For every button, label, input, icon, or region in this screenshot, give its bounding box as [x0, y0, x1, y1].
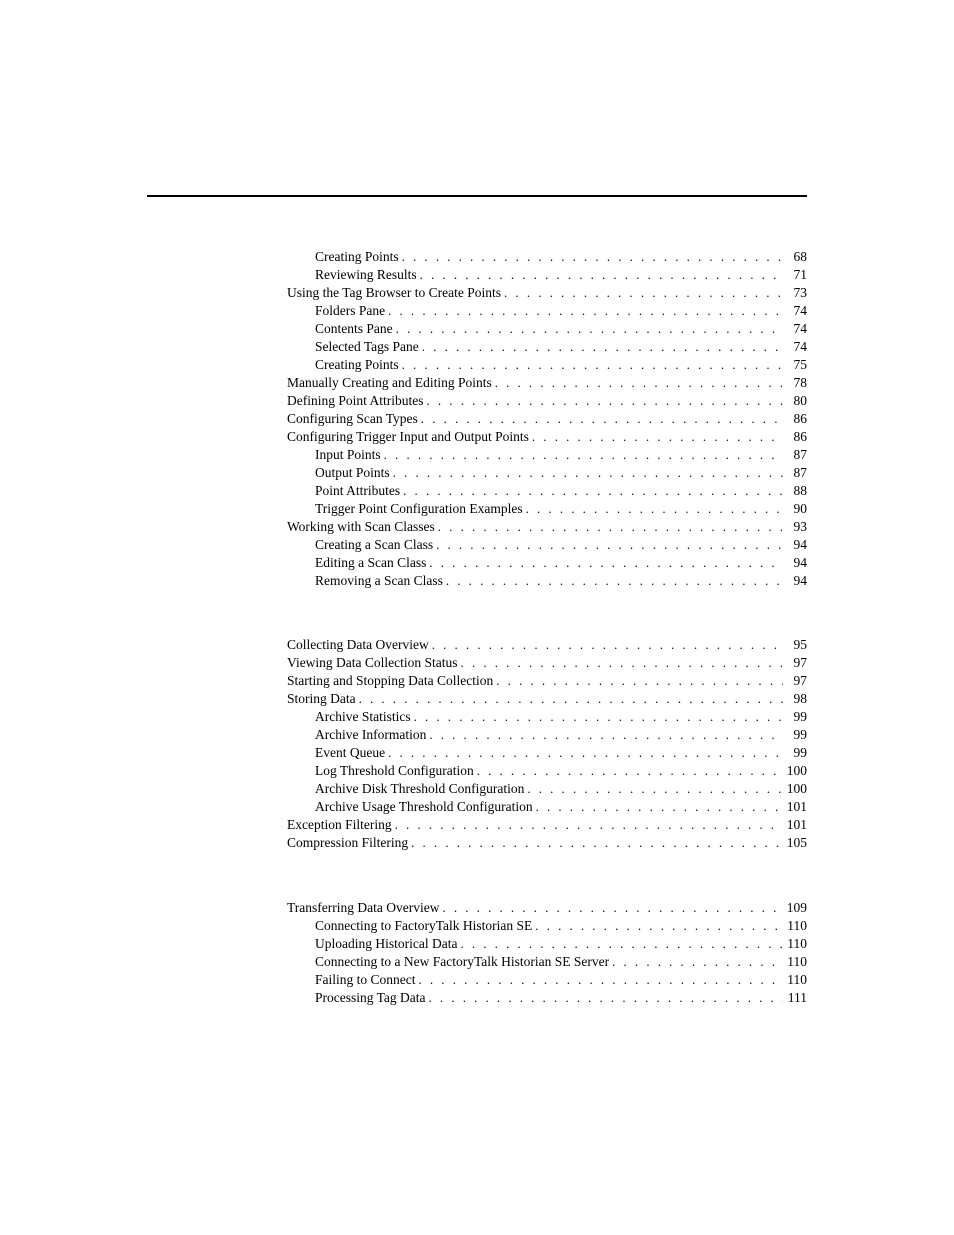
- toc-entry-title: Configuring Scan Types: [287, 411, 418, 426]
- toc-entry[interactable]: [287, 518, 807, 536]
- toc-entry-title: Processing Tag Data: [315, 990, 426, 1005]
- toc-entry-title: Removing a Scan Class: [315, 573, 443, 588]
- toc-section-1: [287, 248, 807, 590]
- toc-entry-title: Defining Point Attributes: [287, 393, 424, 408]
- toc-page-number: 74: [793, 321, 807, 336]
- toc-entry-title: Using the Tag Browser to Create Points: [287, 285, 502, 300]
- dot-leader: [429, 554, 783, 572]
- dot-leader: [612, 953, 783, 971]
- toc-entry-title: Trigger Point Configuration Examples: [315, 501, 523, 516]
- toc-entry-title: Event Queue: [315, 745, 386, 760]
- toc-entry[interactable]: [287, 320, 807, 338]
- dot-leader: [504, 284, 783, 302]
- dot-leader: [420, 266, 783, 284]
- toc-entry-title: Archive Statistics: [315, 709, 411, 724]
- toc-page-number: 75: [793, 357, 807, 372]
- toc-page-number: 86: [793, 411, 807, 426]
- toc-entry[interactable]: [287, 690, 807, 708]
- toc-entry[interactable]: [287, 798, 807, 816]
- toc-page-number: 95: [793, 637, 807, 652]
- dot-leader: [403, 482, 783, 500]
- toc-entry-title: Transferring Data Overview: [287, 900, 440, 915]
- toc-page-number: 86: [793, 429, 807, 444]
- dot-leader: [422, 338, 783, 356]
- toc-page-number: 109: [786, 900, 807, 915]
- toc-entry[interactable]: [287, 636, 807, 654]
- toc-entry[interactable]: [287, 410, 807, 428]
- dot-leader: [496, 672, 783, 690]
- dot-leader: [396, 320, 783, 338]
- toc-entry[interactable]: [287, 446, 807, 464]
- dot-leader: [419, 971, 784, 989]
- dot-leader: [402, 248, 783, 266]
- toc-page-number: 99: [793, 745, 807, 760]
- toc-page-number: 110: [787, 918, 807, 933]
- toc-page-number: 101: [786, 817, 807, 832]
- dot-leader: [442, 899, 782, 917]
- toc-entry[interactable]: [287, 780, 807, 798]
- dot-leader: [402, 356, 783, 374]
- toc-entry[interactable]: [287, 338, 807, 356]
- toc-entry[interactable]: [287, 953, 807, 971]
- toc-entry-title: Compression Filtering: [287, 835, 409, 850]
- dot-leader: [421, 410, 783, 428]
- toc-entry[interactable]: [287, 935, 807, 953]
- toc-entry[interactable]: [287, 834, 807, 852]
- dot-leader: [395, 816, 783, 834]
- toc-entry[interactable]: [287, 762, 807, 780]
- toc-entry[interactable]: [287, 536, 807, 554]
- toc-entry[interactable]: [287, 899, 807, 917]
- toc-entry[interactable]: [287, 392, 807, 410]
- toc-page-number: 94: [793, 573, 807, 588]
- toc-entry[interactable]: [287, 917, 807, 935]
- dot-leader: [461, 654, 783, 672]
- toc-entry[interactable]: [287, 482, 807, 500]
- toc-entry[interactable]: [287, 356, 807, 374]
- toc-page-number: 80: [793, 393, 807, 408]
- toc-entry-title: Contents Pane: [315, 321, 393, 336]
- toc-entry[interactable]: [287, 572, 807, 590]
- toc-entry[interactable]: [287, 554, 807, 572]
- toc-page-number: 74: [793, 303, 807, 318]
- dot-leader: [477, 762, 783, 780]
- toc-entry-title: Working with Scan Classes: [287, 519, 435, 534]
- toc-entry-title: Output Points: [315, 465, 390, 480]
- toc-page-number: 99: [793, 727, 807, 742]
- toc-entry-title: Collecting Data Overview: [287, 637, 429, 652]
- dot-leader: [414, 708, 783, 726]
- toc-section-3: [287, 899, 807, 1007]
- toc-entry[interactable]: [287, 816, 807, 834]
- toc-page-number: 78: [793, 375, 807, 390]
- dot-leader: [532, 428, 783, 446]
- dot-leader: [388, 744, 783, 762]
- toc-page-number: 101: [786, 799, 807, 814]
- toc-page-number: 99: [793, 709, 807, 724]
- toc-entry[interactable]: [287, 744, 807, 762]
- toc-entry[interactable]: [287, 266, 807, 284]
- toc-entry[interactable]: [287, 726, 807, 744]
- dot-leader: [436, 536, 783, 554]
- toc-page-number: 90: [793, 501, 807, 516]
- toc-page-number: 93: [793, 519, 807, 534]
- dot-leader: [536, 798, 783, 816]
- dot-leader: [535, 917, 783, 935]
- toc-page-number: 110: [787, 936, 807, 951]
- toc-entry-title: Folders Pane: [315, 303, 386, 318]
- toc-entry-title: Exception Filtering: [287, 817, 392, 832]
- toc-page-number: 87: [793, 447, 807, 462]
- toc-page-number: 97: [793, 673, 807, 688]
- toc-entry[interactable]: [287, 989, 807, 1007]
- toc-entry-title: Creating a Scan Class: [315, 537, 434, 552]
- toc-page-number: 110: [787, 972, 807, 987]
- toc-entry[interactable]: [287, 428, 807, 446]
- toc-entry-title: Archive Disk Threshold Configuration: [315, 781, 525, 796]
- toc-page-number: 98: [793, 691, 807, 706]
- toc-page-number: 94: [793, 555, 807, 570]
- toc-entry-title: Viewing Data Collection Status: [287, 655, 458, 670]
- toc-entry-title: Creating Points: [315, 357, 399, 372]
- toc-entry-title: Storing Data: [287, 691, 356, 706]
- dot-leader: [527, 780, 782, 798]
- toc-entry[interactable]: [287, 708, 807, 726]
- toc-entry-title: Selected Tags Pane: [315, 339, 419, 354]
- toc-page-number: 73: [793, 285, 807, 300]
- toc-page-number: 97: [793, 655, 807, 670]
- dot-leader: [526, 500, 783, 518]
- toc-page-number: 94: [793, 537, 807, 552]
- dot-leader: [384, 446, 783, 464]
- toc-entry-title: Manually Creating and Editing Points: [287, 375, 492, 390]
- dot-leader: [438, 518, 783, 536]
- toc-entry-title: Log Threshold Configuration: [315, 763, 474, 778]
- toc-page-number: 71: [793, 267, 807, 282]
- toc-section-2: [287, 636, 807, 852]
- dot-leader: [432, 636, 783, 654]
- toc-entry[interactable]: [287, 464, 807, 482]
- toc-page-number: 105: [786, 835, 807, 850]
- toc-entry[interactable]: [287, 374, 807, 392]
- toc-entry-title: Failing to Connect: [315, 972, 416, 987]
- toc-entry-title: Uploading Historical Data: [315, 936, 458, 951]
- toc-page-number: 88: [793, 483, 807, 498]
- toc-entry[interactable]: [287, 248, 807, 266]
- dot-leader: [393, 464, 783, 482]
- toc-entry-title: Connecting to FactoryTalk Historian SE: [315, 918, 533, 933]
- toc-page-number: 68: [793, 249, 807, 264]
- toc-entry-title: Input Points: [315, 447, 381, 462]
- toc-page-number: 110: [787, 954, 807, 969]
- toc-entry-title: Creating Points: [315, 249, 399, 264]
- toc-entry-title: Reviewing Results: [315, 267, 417, 282]
- toc-entry-title: Point Attributes: [315, 483, 401, 498]
- dot-leader: [359, 690, 783, 708]
- toc-entry-title: Connecting to a New FactoryTalk Historian SE Server: [315, 954, 610, 969]
- toc-entry[interactable]: [287, 654, 807, 672]
- toc-entry[interactable]: [287, 284, 807, 302]
- toc-page-number: 74: [793, 339, 807, 354]
- toc-page-number: 87: [793, 465, 807, 480]
- toc-entry[interactable]: [287, 672, 807, 690]
- toc-page-number: 111: [787, 990, 807, 1005]
- header-rule: [147, 195, 807, 197]
- dot-leader: [429, 989, 783, 1007]
- dot-leader: [388, 302, 783, 320]
- toc-entry[interactable]: [287, 500, 807, 518]
- toc-page-number: 100: [786, 763, 807, 778]
- dot-leader: [460, 935, 783, 953]
- toc-entry-title: Starting and Stopping Data Collection: [287, 673, 494, 688]
- toc-entry[interactable]: [287, 302, 807, 320]
- dot-leader: [429, 726, 783, 744]
- dot-leader: [495, 374, 783, 392]
- toc-entry-title: Configuring Trigger Input and Output Points: [287, 429, 529, 444]
- dot-leader: [427, 392, 784, 410]
- dot-leader: [411, 834, 783, 852]
- toc-page-number: 100: [786, 781, 807, 796]
- dot-leader: [446, 572, 783, 590]
- toc-entry-title: Editing a Scan Class: [315, 555, 427, 570]
- toc-entry[interactable]: [287, 971, 807, 989]
- toc-entry-title: Archive Usage Threshold Configuration: [315, 799, 533, 814]
- toc-entry-title: Archive Information: [315, 727, 427, 742]
